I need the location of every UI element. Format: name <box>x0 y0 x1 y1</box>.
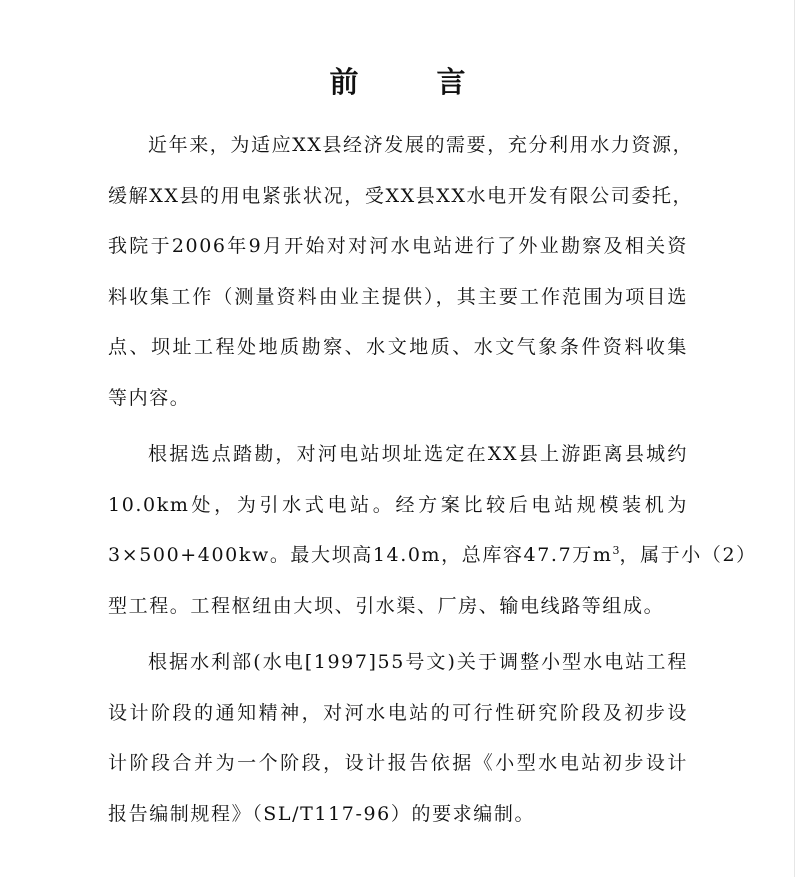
text-line: 缓解XX县的用电紧张状况，受XX县XX水电开发有限公司委托， <box>108 184 694 207</box>
text-line: 根据水利部(水电[1997]55号文)关于调整小型水电站工程 <box>148 651 688 673</box>
text-line: 近年来，为适应XX县经济发展的需要，充分利用水力资源， <box>148 134 694 156</box>
paragraph-3 <box>108 637 688 839</box>
text-line: 等内容。 <box>108 386 191 409</box>
text-line: 我院于2006年9月开始对对河水电站进行了外业勘察及相关资 <box>108 235 688 257</box>
superscript: 3 <box>612 544 620 557</box>
page-title <box>0 62 795 102</box>
text-line: 点、坝址工程处地质勘察、水文地质、水文气象条件资料收集 <box>108 336 688 358</box>
text-line: 设计阶段的通知精神，对河水电站的可行性研究阶段及初步设 <box>108 701 688 724</box>
text-line: 型工程。工程枢纽由大坝、引水渠、厂房、输电线路等组成。 <box>108 594 665 617</box>
title-char-1: 前 <box>329 65 359 99</box>
text-segment: 3×500+400kw。最大坝高14.0m，总库容47.7万m <box>108 544 613 566</box>
title-char-2: 言 <box>436 65 466 99</box>
text-segment: ，属于小（2） <box>619 544 757 566</box>
text-line: 计阶段合并为一个阶段，设计报告依据《小型水电站初步设计 <box>108 752 688 774</box>
paragraph-2 <box>108 429 757 631</box>
text-line: 料收集工作（测量资料由业主提供），其主要工作范围为项目选 <box>108 285 688 308</box>
text-line: 根据选点踏勘，对河电站坝址选定在XX县上游距离县城约 <box>148 443 688 465</box>
text-line: 10.0km处，为引水式电站。经方案比较后电站规模装机为 <box>108 493 688 516</box>
text-line-with-superscript <box>108 530 757 581</box>
body-text <box>108 120 757 845</box>
paragraph-1 <box>108 120 694 423</box>
text-line: 报告编制规程》（SL/T117-96）的要求编制。 <box>108 802 536 825</box>
